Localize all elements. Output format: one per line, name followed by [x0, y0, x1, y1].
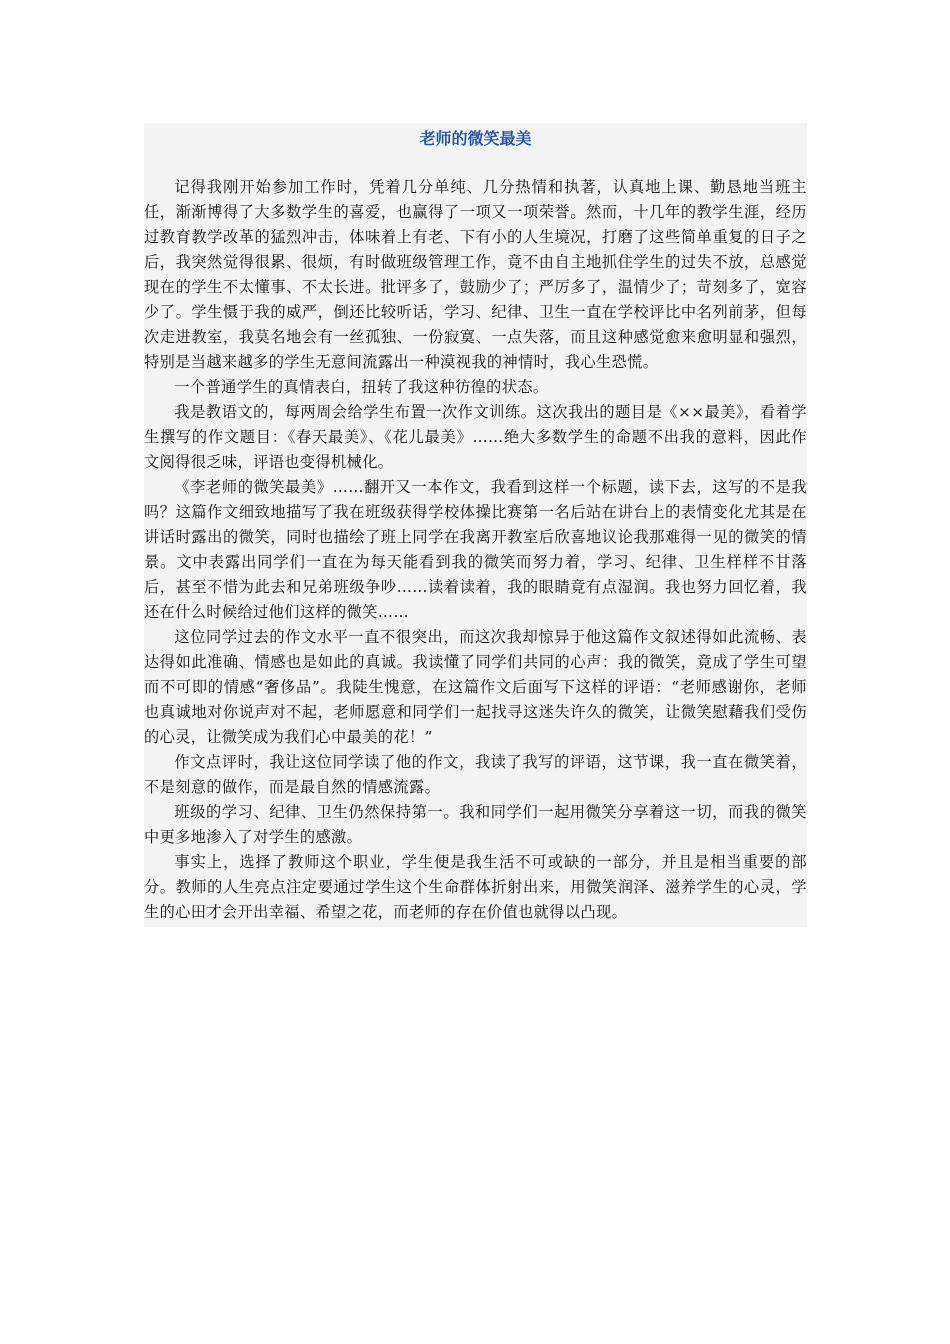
paragraph-2: 一个普通学生的真情表白，扭转了我这种彷徨的状态。 [174, 378, 549, 396]
article-title: 老师的微笑最美 [419, 129, 532, 148]
title-spacer [144, 153, 807, 175]
paragraph-7: 班级的学习、纪律、卫生仍然保持第一。我和同学们一起用微笑分享着这一切，而我的微笑中更多地渗入了对学生的感激。 [144, 803, 807, 846]
paragraph-8: 事实上，选择了教师这个职业，学生便是我生活不可或缺的一部分，并且是相当重要的部分。教师的人生亮点注定要通过学生这个生命群体折射出来，用微笑润泽、滋养学生的心灵，学生的心田才会开出幸福、希望之花，而老师的存在价值也就得以凸现。 [144, 853, 807, 921]
paragraph-6: 作文点评时，我让这位同学读了他的作文，我读了我写的评语，这节课，我一直在微笑着，不是刻意的做作，而是最自然的情感流露。 [144, 753, 807, 796]
paragraph-4: 《李老师的微笑最美》……翻开又一本作文，我看到这样一个标题，读下去，这写的不是我吗？这篇作文细致地描写了我在班级获得学校体操比赛第一名后站在讲台上的表情变化尤其是在讲话时露出的微笑，同时也描绘了班上同学在我离开教室后欣喜地议论我那难得一见的微笑的情景。文中表露出同学们一直在为每天能看到我的微笑而努力着，学习、纪律、卫生样样不甘落后，甚至不惜为此去和兄弟班级争吵……读着读着，我的眼睛竟有点湿润。我也努力回忆着，我还在什么时候给过他们这样的微笑…… [144, 478, 807, 621]
paragraph-3: 我是教语文的，每两周会给学生布置一次作文训练。这次我出的题目是《××最美》，看着学生撰写的作文题目：《春天最美》、《花儿最美》……绝大多数学生的命题不出我的意料，因此作文阅得很乏味，评语也变得机械化。 [144, 403, 807, 471]
paragraph-5: 这位同学过去的作文水平一直不很突出，而这次我却惊异于他这篇作文叙述得如此流畅、表达得如此准确、情感也是如此的真诚。我读懂了同学们共同的心声：我的微笑，竟成了学生可望而不可即的情感“奢侈品”。我陡生愧意，在这篇作文后面写下这样的评语：“老师感谢你，老师也真诚地对你说声对不起，老师愿意和同学们一起找寻这迷失许久的微笑，让微笑慰藉我们受伤的心灵，让微笑成为我们心中最美的花！” [144, 628, 807, 746]
article [144, 123, 807, 927]
paragraph-1: 记得我刚开始参加工作时，凭着几分单纯、几分热情和执著，认真地上课、勤恳地当班主任，渐渐博得了大多数学生的喜爱，也赢得了一项又一项荣誉。然而，十几年的教学生涯，经历过教育教学改革的猛烈冲击，体味着上有老、下有小的人生境况，打磨了这些简单重复的日子之后，我突然觉得很累、很烦，有时做班级管理工作，竟不由自主地抓住学生的过失不放，总感觉现在的学生不太懂事、不太长进。批评多了，鼓励少了；严厉多了，温情少了；苛刻多了，宽容少了。学生慑于我的威严，倒还比较听话，学习、纪律、卫生一直在学校评比中名列前茅，但每次走进教室，我莫名地会有一丝孤独、一份寂寞、一点失落，而且这种感觉愈来愈明显和强烈，特别是当越来越多的学生无意间流露出一种漠视我的神情时，我心生恐慌。 [144, 178, 807, 371]
